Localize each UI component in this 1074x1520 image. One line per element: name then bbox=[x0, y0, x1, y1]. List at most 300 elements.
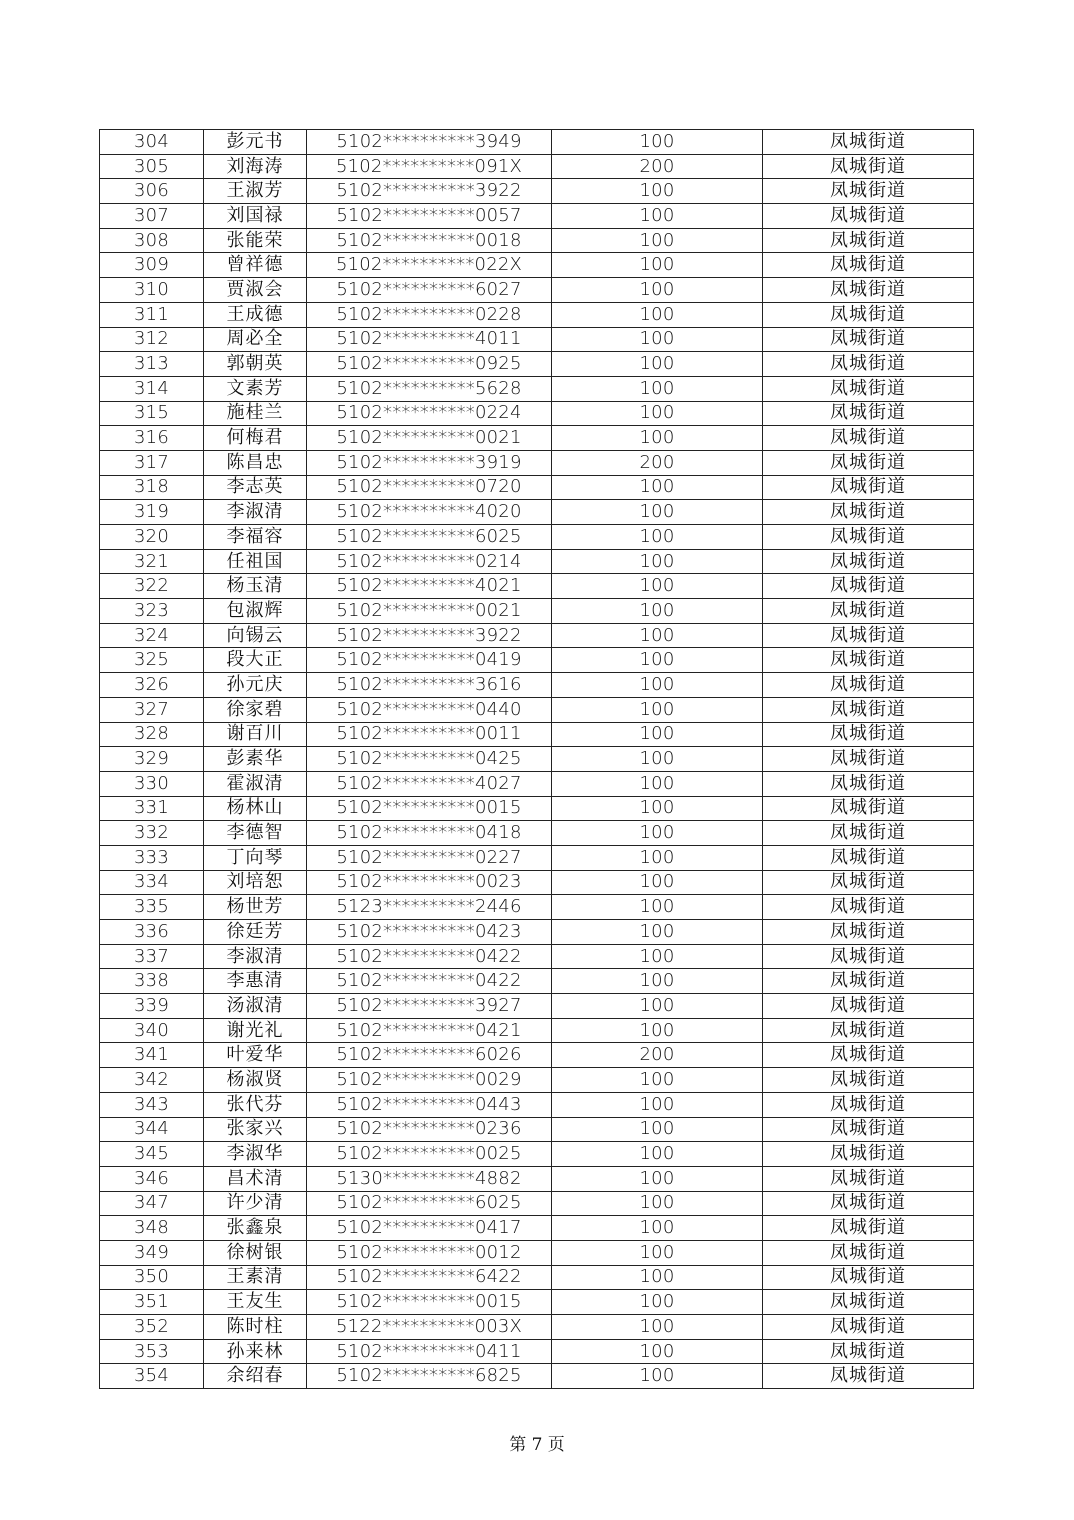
person-name-cell: 霍淑清 bbox=[204, 771, 307, 796]
table-row bbox=[100, 1339, 974, 1364]
area-cell: 凤城街道 bbox=[763, 920, 974, 945]
person-name-cell: 刘国禄 bbox=[204, 204, 307, 229]
table-row bbox=[100, 450, 974, 475]
id-number-cell: 5102**********3919 bbox=[307, 450, 552, 475]
row-number-cell: 313 bbox=[100, 352, 204, 377]
person-name-cell: 孙元庆 bbox=[204, 673, 307, 698]
amount-cell: 100 bbox=[552, 796, 763, 821]
table-row bbox=[100, 771, 974, 796]
id-number-cell: 5102**********0228 bbox=[307, 302, 552, 327]
amount-cell: 100 bbox=[552, 179, 763, 204]
row-number-cell: 347 bbox=[100, 1191, 204, 1216]
area-cell: 凤城街道 bbox=[763, 450, 974, 475]
row-number-cell: 348 bbox=[100, 1216, 204, 1241]
table-row bbox=[100, 1142, 974, 1167]
area-cell: 凤城街道 bbox=[763, 549, 974, 574]
area-cell: 凤城街道 bbox=[763, 352, 974, 377]
id-number-cell: 5102**********0029 bbox=[307, 1068, 552, 1093]
table-row bbox=[100, 352, 974, 377]
row-number-cell: 318 bbox=[100, 475, 204, 500]
area-cell: 凤城街道 bbox=[763, 697, 974, 722]
person-name-cell: 许少清 bbox=[204, 1191, 307, 1216]
table-row bbox=[100, 870, 974, 895]
area-cell: 凤城街道 bbox=[763, 302, 974, 327]
id-number-cell: 5122**********003X bbox=[307, 1315, 552, 1340]
person-name-cell: 李德智 bbox=[204, 821, 307, 846]
row-number-cell: 326 bbox=[100, 673, 204, 698]
table-row bbox=[100, 994, 974, 1019]
amount-cell: 100 bbox=[552, 500, 763, 525]
row-number-cell: 306 bbox=[100, 179, 204, 204]
id-number-cell: 5102**********6422 bbox=[307, 1265, 552, 1290]
table-row bbox=[100, 376, 974, 401]
table-row bbox=[100, 845, 974, 870]
row-number-cell: 334 bbox=[100, 870, 204, 895]
person-name-cell: 刘培恕 bbox=[204, 870, 307, 895]
id-number-cell: 5102**********3949 bbox=[307, 130, 552, 155]
row-number-cell: 344 bbox=[100, 1117, 204, 1142]
table-row bbox=[100, 302, 974, 327]
amount-cell: 200 bbox=[552, 1043, 763, 1068]
table-row bbox=[100, 599, 974, 624]
id-number-cell: 5102**********4021 bbox=[307, 574, 552, 599]
person-name-cell: 王友生 bbox=[204, 1290, 307, 1315]
person-name-cell: 杨淑贤 bbox=[204, 1068, 307, 1093]
row-number-cell: 308 bbox=[100, 228, 204, 253]
row-number-cell: 349 bbox=[100, 1240, 204, 1265]
person-name-cell: 李福容 bbox=[204, 525, 307, 550]
row-number-cell: 316 bbox=[100, 426, 204, 451]
row-number-cell: 337 bbox=[100, 944, 204, 969]
id-number-cell: 5102**********0236 bbox=[307, 1117, 552, 1142]
area-cell: 凤城街道 bbox=[763, 204, 974, 229]
table-row bbox=[100, 426, 974, 451]
area-cell: 凤城街道 bbox=[763, 1166, 974, 1191]
id-number-cell: 5102**********3616 bbox=[307, 673, 552, 698]
area-cell: 凤城街道 bbox=[763, 1068, 974, 1093]
id-number-cell: 5102**********3922 bbox=[307, 623, 552, 648]
area-cell: 凤城街道 bbox=[763, 895, 974, 920]
amount-cell: 100 bbox=[552, 870, 763, 895]
id-number-cell: 5102**********0443 bbox=[307, 1092, 552, 1117]
row-number-cell: 352 bbox=[100, 1315, 204, 1340]
row-number-cell: 343 bbox=[100, 1092, 204, 1117]
id-number-cell: 5102**********0015 bbox=[307, 796, 552, 821]
row-number-cell: 317 bbox=[100, 450, 204, 475]
person-name-cell: 段大正 bbox=[204, 648, 307, 673]
id-number-cell: 5102**********0419 bbox=[307, 648, 552, 673]
amount-cell: 100 bbox=[552, 253, 763, 278]
area-cell: 凤城街道 bbox=[763, 327, 974, 352]
amount-cell: 100 bbox=[552, 228, 763, 253]
table-row bbox=[100, 500, 974, 525]
id-number-cell: 5102**********3922 bbox=[307, 179, 552, 204]
amount-cell: 100 bbox=[552, 130, 763, 155]
person-name-cell: 文素芳 bbox=[204, 376, 307, 401]
amount-cell: 100 bbox=[552, 376, 763, 401]
table-row bbox=[100, 1315, 974, 1340]
table-row bbox=[100, 574, 974, 599]
page-number: 第 7 页 bbox=[509, 1435, 565, 1455]
id-number-cell: 5102**********6825 bbox=[307, 1364, 552, 1389]
row-number-cell: 322 bbox=[100, 574, 204, 599]
row-number-cell: 329 bbox=[100, 747, 204, 772]
area-cell: 凤城街道 bbox=[763, 154, 974, 179]
person-name-cell: 余绍春 bbox=[204, 1364, 307, 1389]
row-number-cell: 319 bbox=[100, 500, 204, 525]
area-cell: 凤城街道 bbox=[763, 1043, 974, 1068]
person-name-cell: 杨林山 bbox=[204, 796, 307, 821]
table-row bbox=[100, 1364, 974, 1389]
area-cell: 凤城街道 bbox=[763, 1191, 974, 1216]
id-number-cell: 5102**********0411 bbox=[307, 1339, 552, 1364]
amount-cell: 100 bbox=[552, 302, 763, 327]
area-cell: 凤城街道 bbox=[763, 1092, 974, 1117]
area-cell: 凤城街道 bbox=[763, 845, 974, 870]
person-name-cell: 施桂兰 bbox=[204, 401, 307, 426]
id-number-cell: 5102**********0425 bbox=[307, 747, 552, 772]
table-row bbox=[100, 1265, 974, 1290]
amount-cell: 100 bbox=[552, 1290, 763, 1315]
table-row bbox=[100, 895, 974, 920]
amount-cell: 100 bbox=[552, 426, 763, 451]
amount-cell: 100 bbox=[552, 204, 763, 229]
table-row bbox=[100, 1166, 974, 1191]
table-row bbox=[100, 1092, 974, 1117]
amount-cell: 100 bbox=[552, 1166, 763, 1191]
area-cell: 凤城街道 bbox=[763, 1265, 974, 1290]
id-number-cell: 5102**********4020 bbox=[307, 500, 552, 525]
table-row bbox=[100, 1043, 974, 1068]
person-name-cell: 李志英 bbox=[204, 475, 307, 500]
person-name-cell: 张能荣 bbox=[204, 228, 307, 253]
area-cell: 凤城街道 bbox=[763, 1290, 974, 1315]
row-number-cell: 323 bbox=[100, 599, 204, 624]
person-name-cell: 李淑清 bbox=[204, 944, 307, 969]
row-number-cell: 315 bbox=[100, 401, 204, 426]
amount-cell: 100 bbox=[552, 920, 763, 945]
row-number-cell: 336 bbox=[100, 920, 204, 945]
row-number-cell: 346 bbox=[100, 1166, 204, 1191]
table-row bbox=[100, 969, 974, 994]
id-number-cell: 5102**********6025 bbox=[307, 525, 552, 550]
person-name-cell: 谢光礼 bbox=[204, 1018, 307, 1043]
id-number-cell: 5102**********4027 bbox=[307, 771, 552, 796]
id-number-cell: 5102**********6027 bbox=[307, 278, 552, 303]
id-number-cell: 5102**********0023 bbox=[307, 870, 552, 895]
person-name-cell: 孙来林 bbox=[204, 1339, 307, 1364]
amount-cell: 100 bbox=[552, 1142, 763, 1167]
amount-cell: 100 bbox=[552, 599, 763, 624]
person-name-cell: 李淑华 bbox=[204, 1142, 307, 1167]
id-number-cell: 5102**********0015 bbox=[307, 1290, 552, 1315]
amount-cell: 100 bbox=[552, 1265, 763, 1290]
table-row bbox=[100, 327, 974, 352]
area-cell: 凤城街道 bbox=[763, 1315, 974, 1340]
amount-cell: 100 bbox=[552, 1018, 763, 1043]
person-name-cell: 丁向琴 bbox=[204, 845, 307, 870]
amount-cell: 100 bbox=[552, 1092, 763, 1117]
amount-cell: 100 bbox=[552, 623, 763, 648]
amount-cell: 100 bbox=[552, 352, 763, 377]
amount-cell: 100 bbox=[552, 401, 763, 426]
roster-table-body bbox=[100, 130, 974, 1389]
row-number-cell: 340 bbox=[100, 1018, 204, 1043]
person-name-cell: 徐廷芳 bbox=[204, 920, 307, 945]
row-number-cell: 331 bbox=[100, 796, 204, 821]
area-cell: 凤城街道 bbox=[763, 870, 974, 895]
person-name-cell: 杨玉清 bbox=[204, 574, 307, 599]
area-cell: 凤城街道 bbox=[763, 722, 974, 747]
table-row bbox=[100, 154, 974, 179]
area-cell: 凤城街道 bbox=[763, 376, 974, 401]
row-number-cell: 330 bbox=[100, 771, 204, 796]
person-name-cell: 叶爱华 bbox=[204, 1043, 307, 1068]
amount-cell: 100 bbox=[552, 845, 763, 870]
row-number-cell: 305 bbox=[100, 154, 204, 179]
person-name-cell: 曾祥德 bbox=[204, 253, 307, 278]
person-name-cell: 汤淑清 bbox=[204, 994, 307, 1019]
area-cell: 凤城街道 bbox=[763, 994, 974, 1019]
table-row bbox=[100, 747, 974, 772]
row-number-cell: 333 bbox=[100, 845, 204, 870]
area-cell: 凤城街道 bbox=[763, 796, 974, 821]
area-cell: 凤城街道 bbox=[763, 525, 974, 550]
table-row bbox=[100, 130, 974, 155]
area-cell: 凤城街道 bbox=[763, 253, 974, 278]
area-cell: 凤城街道 bbox=[763, 401, 974, 426]
row-number-cell: 325 bbox=[100, 648, 204, 673]
row-number-cell: 353 bbox=[100, 1339, 204, 1364]
table-row bbox=[100, 944, 974, 969]
id-number-cell: 5102**********6025 bbox=[307, 1191, 552, 1216]
amount-cell: 100 bbox=[552, 722, 763, 747]
table-row bbox=[100, 697, 974, 722]
id-number-cell: 5123**********2446 bbox=[307, 895, 552, 920]
person-name-cell: 陈时柱 bbox=[204, 1315, 307, 1340]
id-number-cell: 5102**********5628 bbox=[307, 376, 552, 401]
row-number-cell: 332 bbox=[100, 821, 204, 846]
table-row bbox=[100, 525, 974, 550]
table-row bbox=[100, 796, 974, 821]
person-name-cell: 张家兴 bbox=[204, 1117, 307, 1142]
person-name-cell: 徐树银 bbox=[204, 1240, 307, 1265]
amount-cell: 100 bbox=[552, 747, 763, 772]
row-number-cell: 314 bbox=[100, 376, 204, 401]
table-row bbox=[100, 1068, 974, 1093]
row-number-cell: 351 bbox=[100, 1290, 204, 1315]
table-row bbox=[100, 253, 974, 278]
row-number-cell: 320 bbox=[100, 525, 204, 550]
person-name-cell: 徐家碧 bbox=[204, 697, 307, 722]
table-row bbox=[100, 401, 974, 426]
area-cell: 凤城街道 bbox=[763, 1240, 974, 1265]
area-cell: 凤城街道 bbox=[763, 821, 974, 846]
person-name-cell: 李惠清 bbox=[204, 969, 307, 994]
id-number-cell: 5102**********0421 bbox=[307, 1018, 552, 1043]
amount-cell: 100 bbox=[552, 525, 763, 550]
row-number-cell: 324 bbox=[100, 623, 204, 648]
amount-cell: 100 bbox=[552, 771, 763, 796]
table-row bbox=[100, 549, 974, 574]
id-number-cell: 5102**********022X bbox=[307, 253, 552, 278]
person-name-cell: 向锡云 bbox=[204, 623, 307, 648]
area-cell: 凤城街道 bbox=[763, 1117, 974, 1142]
area-cell: 凤城街道 bbox=[763, 623, 974, 648]
area-cell: 凤城街道 bbox=[763, 944, 974, 969]
amount-cell: 100 bbox=[552, 574, 763, 599]
row-number-cell: 304 bbox=[100, 130, 204, 155]
id-number-cell: 5102**********4011 bbox=[307, 327, 552, 352]
amount-cell: 100 bbox=[552, 1216, 763, 1241]
area-cell: 凤城街道 bbox=[763, 1216, 974, 1241]
table-row bbox=[100, 228, 974, 253]
person-name-cell: 王素清 bbox=[204, 1265, 307, 1290]
person-name-cell: 张代芬 bbox=[204, 1092, 307, 1117]
row-number-cell: 339 bbox=[100, 994, 204, 1019]
area-cell: 凤城街道 bbox=[763, 648, 974, 673]
row-number-cell: 307 bbox=[100, 204, 204, 229]
table-row bbox=[100, 1290, 974, 1315]
id-number-cell: 5102**********0012 bbox=[307, 1240, 552, 1265]
amount-cell: 100 bbox=[552, 1117, 763, 1142]
area-cell: 凤城街道 bbox=[763, 673, 974, 698]
amount-cell: 100 bbox=[552, 895, 763, 920]
id-number-cell: 5102**********0224 bbox=[307, 401, 552, 426]
amount-cell: 100 bbox=[552, 821, 763, 846]
person-name-cell: 张鑫泉 bbox=[204, 1216, 307, 1241]
row-number-cell: 321 bbox=[100, 549, 204, 574]
id-number-cell: 5102**********0227 bbox=[307, 845, 552, 870]
person-name-cell: 杨世芳 bbox=[204, 895, 307, 920]
table-row bbox=[100, 821, 974, 846]
row-number-cell: 327 bbox=[100, 697, 204, 722]
person-name-cell: 谢百川 bbox=[204, 722, 307, 747]
table-row bbox=[100, 475, 974, 500]
table-row bbox=[100, 1240, 974, 1265]
area-cell: 凤城街道 bbox=[763, 500, 974, 525]
id-number-cell: 5130**********4882 bbox=[307, 1166, 552, 1191]
person-name-cell: 李淑清 bbox=[204, 500, 307, 525]
amount-cell: 100 bbox=[552, 1068, 763, 1093]
person-name-cell: 包淑辉 bbox=[204, 599, 307, 624]
table-row bbox=[100, 204, 974, 229]
area-cell: 凤城街道 bbox=[763, 228, 974, 253]
id-number-cell: 5102**********0422 bbox=[307, 969, 552, 994]
row-number-cell: 350 bbox=[100, 1265, 204, 1290]
id-number-cell: 5102**********0021 bbox=[307, 426, 552, 451]
id-number-cell: 5102**********0720 bbox=[307, 475, 552, 500]
table-row bbox=[100, 1117, 974, 1142]
area-cell: 凤城街道 bbox=[763, 574, 974, 599]
id-number-cell: 5102**********0418 bbox=[307, 821, 552, 846]
row-number-cell: 342 bbox=[100, 1068, 204, 1093]
row-number-cell: 310 bbox=[100, 278, 204, 303]
area-cell: 凤城街道 bbox=[763, 747, 974, 772]
area-cell: 凤城街道 bbox=[763, 771, 974, 796]
amount-cell: 100 bbox=[552, 697, 763, 722]
amount-cell: 100 bbox=[552, 944, 763, 969]
table-row bbox=[100, 623, 974, 648]
amount-cell: 100 bbox=[552, 1364, 763, 1389]
amount-cell: 100 bbox=[552, 327, 763, 352]
id-number-cell: 5102**********0417 bbox=[307, 1216, 552, 1241]
row-number-cell: 311 bbox=[100, 302, 204, 327]
table-row bbox=[100, 648, 974, 673]
person-name-cell: 郭朝英 bbox=[204, 352, 307, 377]
person-name-cell: 刘海涛 bbox=[204, 154, 307, 179]
amount-cell: 100 bbox=[552, 673, 763, 698]
person-name-cell: 陈昌忠 bbox=[204, 450, 307, 475]
id-number-cell: 5102**********0018 bbox=[307, 228, 552, 253]
row-number-cell: 335 bbox=[100, 895, 204, 920]
person-name-cell: 贾淑会 bbox=[204, 278, 307, 303]
area-cell: 凤城街道 bbox=[763, 179, 974, 204]
amount-cell: 100 bbox=[552, 1315, 763, 1340]
amount-cell: 100 bbox=[552, 278, 763, 303]
area-cell: 凤城街道 bbox=[763, 969, 974, 994]
amount-cell: 100 bbox=[552, 1339, 763, 1364]
amount-cell: 100 bbox=[552, 549, 763, 574]
id-number-cell: 5102**********0057 bbox=[307, 204, 552, 229]
table-row bbox=[100, 920, 974, 945]
table-row bbox=[100, 1191, 974, 1216]
id-number-cell: 5102**********0925 bbox=[307, 352, 552, 377]
amount-cell: 100 bbox=[552, 994, 763, 1019]
id-number-cell: 5102**********0423 bbox=[307, 920, 552, 945]
row-number-cell: 309 bbox=[100, 253, 204, 278]
row-number-cell: 328 bbox=[100, 722, 204, 747]
amount-cell: 100 bbox=[552, 475, 763, 500]
amount-cell: 100 bbox=[552, 969, 763, 994]
person-name-cell: 彭元书 bbox=[204, 130, 307, 155]
person-name-cell: 昌术清 bbox=[204, 1166, 307, 1191]
area-cell: 凤城街道 bbox=[763, 1364, 974, 1389]
area-cell: 凤城街道 bbox=[763, 426, 974, 451]
row-number-cell: 341 bbox=[100, 1043, 204, 1068]
table-row bbox=[100, 1018, 974, 1043]
id-number-cell: 5102**********0214 bbox=[307, 549, 552, 574]
person-name-cell: 任祖国 bbox=[204, 549, 307, 574]
person-name-cell: 彭素华 bbox=[204, 747, 307, 772]
table-row bbox=[100, 673, 974, 698]
row-number-cell: 338 bbox=[100, 969, 204, 994]
table-row bbox=[100, 179, 974, 204]
row-number-cell: 345 bbox=[100, 1142, 204, 1167]
person-name-cell: 周必全 bbox=[204, 327, 307, 352]
person-name-cell: 王淑芳 bbox=[204, 179, 307, 204]
person-name-cell: 何梅君 bbox=[204, 426, 307, 451]
amount-cell: 100 bbox=[552, 648, 763, 673]
area-cell: 凤城街道 bbox=[763, 1142, 974, 1167]
id-number-cell: 5102**********0440 bbox=[307, 697, 552, 722]
amount-cell: 100 bbox=[552, 1191, 763, 1216]
area-cell: 凤城街道 bbox=[763, 278, 974, 303]
row-number-cell: 354 bbox=[100, 1364, 204, 1389]
table-row bbox=[100, 722, 974, 747]
area-cell: 凤城街道 bbox=[763, 599, 974, 624]
id-number-cell: 5102**********0422 bbox=[307, 944, 552, 969]
area-cell: 凤城街道 bbox=[763, 1018, 974, 1043]
amount-cell: 100 bbox=[552, 1240, 763, 1265]
id-number-cell: 5102**********3927 bbox=[307, 994, 552, 1019]
amount-cell: 200 bbox=[552, 154, 763, 179]
id-number-cell: 5102**********0025 bbox=[307, 1142, 552, 1167]
area-cell: 凤城街道 bbox=[763, 1339, 974, 1364]
amount-cell: 200 bbox=[552, 450, 763, 475]
area-cell: 凤城街道 bbox=[763, 475, 974, 500]
person-name-cell: 王成德 bbox=[204, 302, 307, 327]
